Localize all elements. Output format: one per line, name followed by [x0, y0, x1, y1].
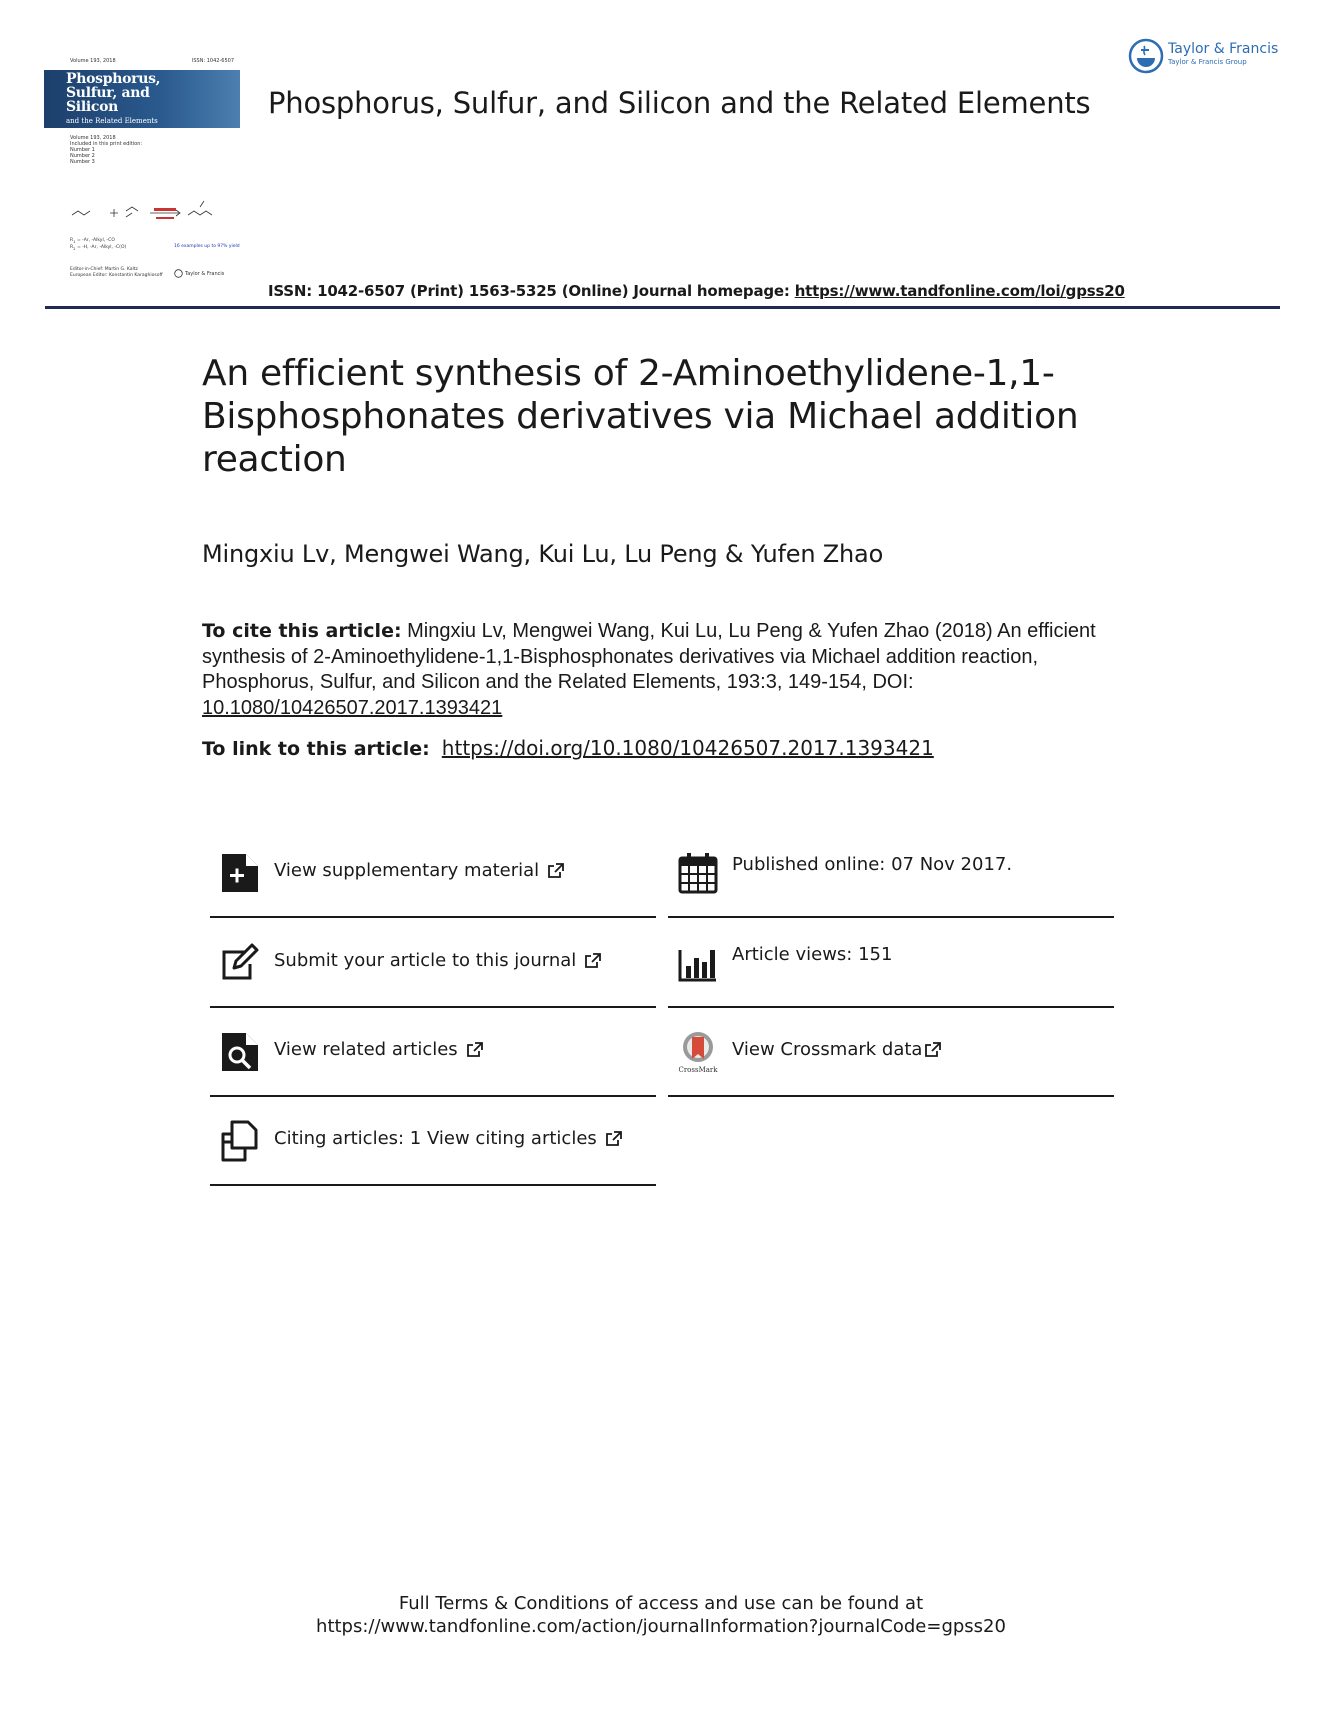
- cover-contents-line: Included in this print edition:: [70, 141, 143, 147]
- publisher-text: [1168, 43, 1278, 69]
- article-link-line: [202, 736, 934, 760]
- journal-name: Phosphorus, Sulfur, and Silicon and the Related Elements: [268, 86, 1091, 120]
- article-views-item: [668, 920, 1114, 1008]
- external-link-icon: [584, 952, 602, 970]
- crossmark-small-label: CrossMark: [678, 1066, 718, 1073]
- row-divider: [668, 916, 1114, 918]
- cover-publisher-name: Taylor & Francis: [185, 270, 225, 277]
- cover-editor: European Editor: Konstantin Karaghiosoff: [70, 273, 163, 278]
- cover-top-line: [70, 58, 234, 64]
- cover-substituent-line: $R_2 = -H$, -Ar, -Alkyl, -C(O): [70, 244, 127, 251]
- row-divider: [210, 1184, 656, 1186]
- taylor-francis-logo-icon: [1128, 38, 1164, 74]
- publisher-group: Taylor & Francis Group: [1168, 58, 1247, 66]
- external-link-icon: [924, 1041, 942, 1059]
- citation-doi-link[interactable]: 10.1080/10426507.2017.1393421: [202, 696, 503, 719]
- citing-articles-item[interactable]: [210, 1098, 656, 1186]
- footer-terms-url[interactable]: https://www.tandfonline.com/action/journalInformation?journalCode=gpss20: [316, 1616, 1006, 1637]
- row-divider: [210, 1095, 656, 1097]
- cover-title-line: Silicon: [66, 99, 119, 115]
- cover-editor: Editor-in-Chief: Martin G. Kaltz: [70, 267, 138, 272]
- cover-yield-note: 16 examples up to 97% yield: [174, 244, 240, 249]
- cover-contents-line: Number 1: [70, 147, 95, 153]
- submit-label: Submit your article to this journal: [274, 950, 577, 971]
- cover-volume: Volume 193, 2018: [70, 58, 116, 64]
- journal-cover-thumbnail: [44, 55, 240, 285]
- cover-title: [66, 72, 160, 114]
- related-text: [274, 1039, 484, 1060]
- citing-label: Citing articles: 1 View citing articles: [274, 1128, 597, 1149]
- cover-contents-line: Volume 193, 2018: [70, 135, 116, 141]
- citing-text: [274, 1128, 623, 1149]
- publisher-name: Taylor & Francis: [1168, 41, 1279, 57]
- cover-contents-line: Number 2: [70, 153, 95, 159]
- supplementary-material-item[interactable]: [210, 830, 656, 918]
- citation-block: [202, 619, 1102, 721]
- cover-issn: ISSN: 1042-6507: [191, 58, 234, 64]
- citation-label: To cite this article:: [202, 620, 402, 642]
- related-label: View related articles: [274, 1039, 458, 1060]
- journal-homepage-link[interactable]: https://www.tandfonline.com/loi/gpss20: [794, 282, 1125, 300]
- issn-line: [268, 282, 1125, 300]
- cover-subtitle: and the Related Elements: [66, 117, 158, 125]
- cover-substituents: [70, 238, 126, 252]
- row-divider: [668, 1095, 1114, 1097]
- add-file-icon: [220, 852, 260, 894]
- cover-substituent-line: $R_1 = -Ar$, -Alkyl, -CO: [70, 238, 115, 244]
- row-divider: [210, 916, 656, 918]
- publisher-logo[interactable]: [1128, 38, 1278, 74]
- crossmark-icon: [678, 1031, 718, 1073]
- tf-small-logo-icon: [174, 269, 183, 278]
- footer: [0, 1592, 1322, 1638]
- submit-text: [274, 950, 602, 971]
- footer-terms: Full Terms & Conditions of access and use can be found at: [398, 1593, 924, 1614]
- supplementary-text: [274, 860, 565, 881]
- article-title: An efficient synthesis of 2-Aminoethylidene-1,1-Bisphosphonates derivatives via Michael addition reaction: [202, 353, 1079, 480]
- cover-contents-line: Number 3: [70, 159, 95, 165]
- edit-icon: [220, 942, 260, 984]
- article-doi-url[interactable]: https://doi.org/10.1080/10426507.2017.1393421: [441, 736, 934, 760]
- published-text: [732, 854, 1012, 875]
- header-divider: [45, 306, 1280, 309]
- related-articles-item[interactable]: [210, 1009, 656, 1097]
- issn-text: ISSN: 1042-6507 (Print) 1563-5325 (Online) Journal homepage:: [268, 282, 795, 300]
- published-label: Published online: 07 Nov 2017.: [732, 854, 1013, 875]
- crossmark-item[interactable]: [668, 1009, 1114, 1097]
- submit-article-item[interactable]: [210, 920, 656, 1008]
- search-file-icon: [220, 1031, 260, 1073]
- cover-title-line: Phosphorus,: [66, 71, 161, 87]
- external-link-icon: [466, 1041, 484, 1059]
- views-label: Article views: 151: [732, 944, 893, 965]
- cover-contents: [70, 135, 142, 165]
- row-divider: [668, 1006, 1114, 1008]
- article-authors: Mingxiu Lv, Mengwei Wang, Kui Lu, Lu Peng & Yufen Zhao: [202, 540, 884, 568]
- supplementary-label: View supplementary material: [274, 860, 540, 881]
- cover-publisher: [174, 269, 224, 278]
- calendar-icon: [678, 852, 718, 894]
- copy-documents-icon: [220, 1120, 260, 1162]
- cover-title-line: Sulfur, and: [66, 85, 150, 101]
- external-link-icon: [547, 862, 565, 880]
- article-link-label: To link to this article:: [202, 738, 430, 760]
- external-link-icon: [605, 1130, 623, 1148]
- cover-reaction-scheme: [70, 185, 240, 233]
- crossmark-label: View Crossmark data: [732, 1039, 923, 1060]
- citation-text: Mingxiu Lv, Mengwei Wang, Kui Lu, Lu Peng & Yufen Zhao (2018) An efficient synthesis of 2-Aminoethylidene-1,1-Bisphosphonates derivatives via Michael addition reaction, Phosphorus, Sulfur, and Silicon and the Related Elements, 193:3, 149-154, DOI:: [202, 620, 1096, 693]
- row-divider: [210, 1006, 656, 1008]
- cover-editors: [70, 267, 163, 279]
- cover-title-band: [44, 70, 240, 128]
- views-text: [732, 944, 892, 965]
- crossmark-text: [732, 1039, 942, 1060]
- bar-chart-icon: [678, 942, 718, 984]
- published-online-item: [668, 830, 1114, 918]
